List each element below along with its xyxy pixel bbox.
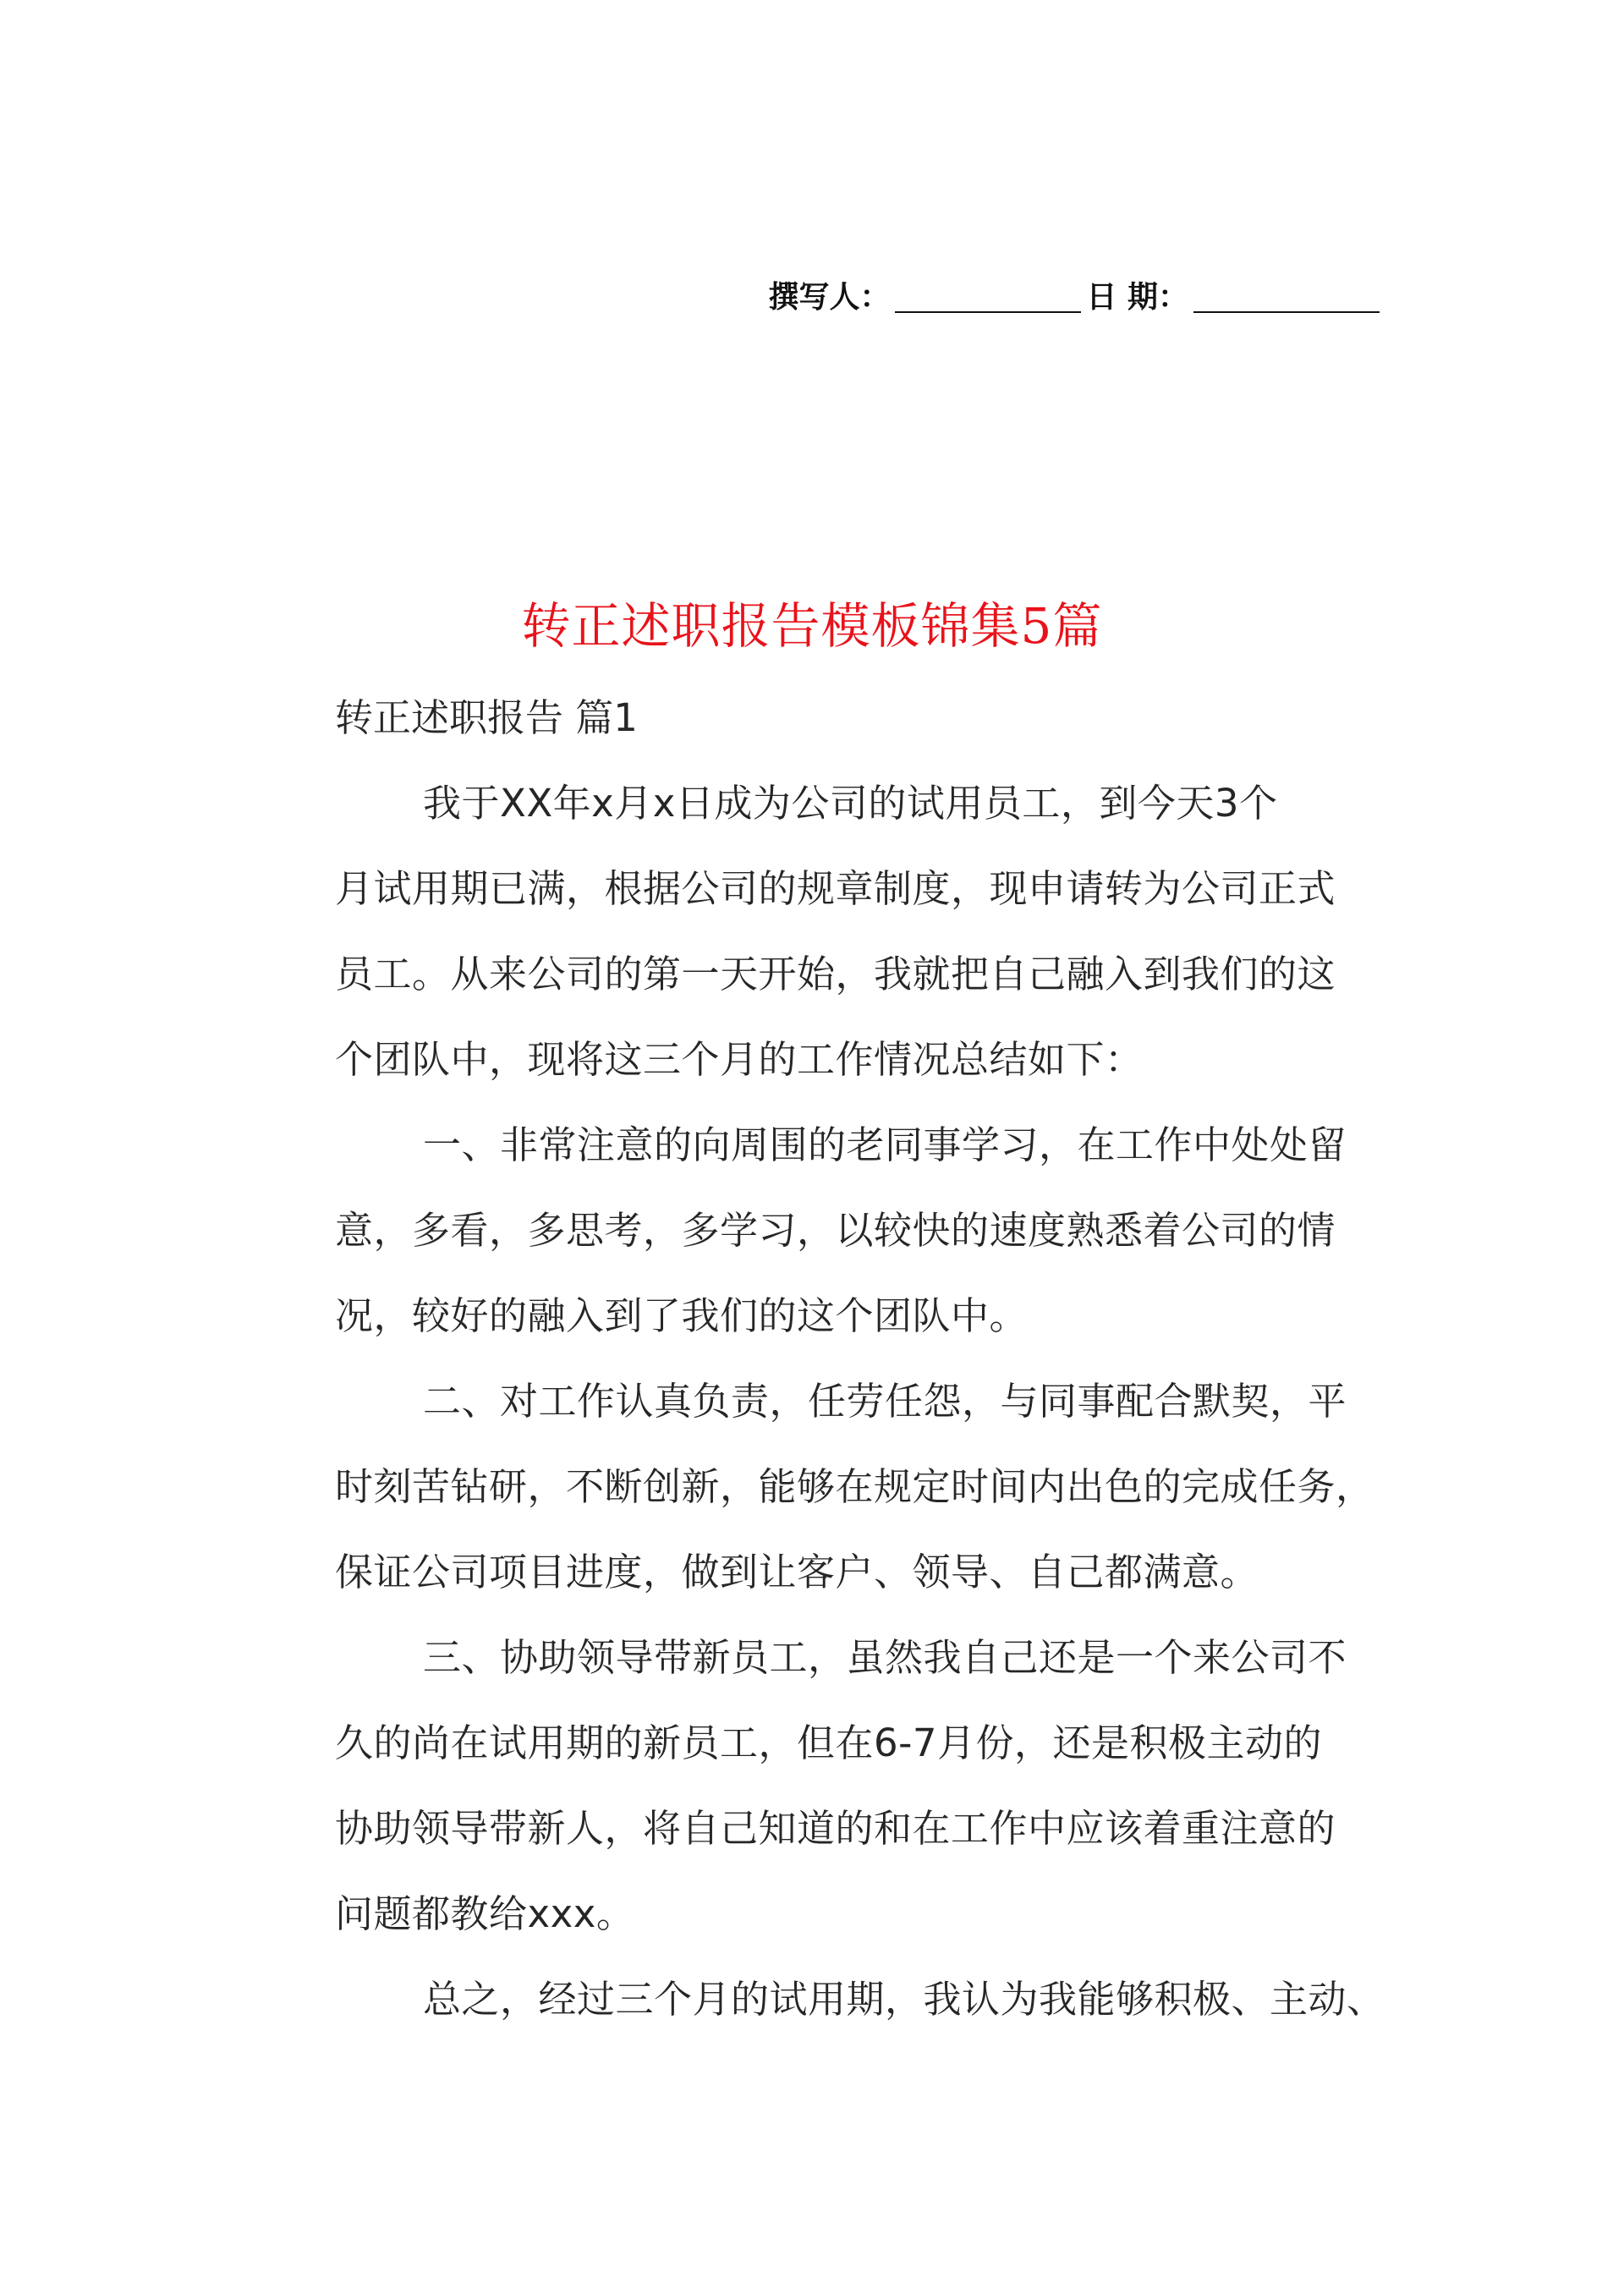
paragraph-line: 问题都教给xxx。 (335, 1891, 635, 1936)
paragraph-2 (247, 1102, 1385, 1358)
date-blank-line (1193, 277, 1380, 313)
paragraph-line: 时刻苦钻研，不断创新，能够在规定时间内出色的完成任务， (335, 1464, 1374, 1509)
paragraph-line: 协助领导带新人，将自己知道的和在工作中应该着重注意的 (335, 1806, 1336, 1851)
paragraph-3 (247, 1358, 1385, 1615)
paragraph-line: 久的尚在试用期的新员工，但在6-7月份，还是积极主动的 (335, 1720, 1323, 1765)
paragraph-line: 三、协助领导带新员工，虽然我自己还是一个来公司不 (423, 1635, 1347, 1680)
paragraph-4 (247, 1615, 1385, 1956)
paragraph-line: 意，多看，多思考，多学习，以较快的速度熟悉着公司的情 (335, 1208, 1336, 1253)
date-label: 日 期： (1086, 280, 1188, 315)
author-label: 撰写人： (768, 280, 891, 315)
section-heading: 转正述职报告 篇1 (335, 695, 638, 740)
paragraph-5 (247, 1956, 1385, 2042)
paragraph-1 (247, 760, 1385, 1102)
document-body (247, 675, 1385, 2042)
paragraph-line: 个团队中，现将这三个月的工作情况总结如下： (335, 1037, 1144, 1082)
paragraph-line: 保证公司项目进度，做到让客户、领导、自己都满意。 (335, 1550, 1259, 1594)
paragraph-line: 二、对工作认真负责，任劳任怨，与同事配合默契，平 (423, 1379, 1347, 1424)
paragraph-line: 况，较好的融入到了我们的这个团队中。 (335, 1293, 1029, 1338)
paragraph-line: 一、非常注意的向周围的老同事学习，在工作中处处留 (423, 1122, 1347, 1167)
author-blank-line (895, 277, 1081, 313)
document-title: 转正述职报告模板锦集5篇 (521, 597, 1103, 655)
paragraph-line: 员工。从来公司的第一天开始，我就把自己融入到我们的这 (335, 952, 1336, 996)
author-date-fields (768, 277, 1385, 318)
paragraph-line: 月试用期已满，根据公司的规章制度，现申请转为公司正式 (335, 866, 1336, 911)
paragraph-line: 总之，经过三个月的试用期，我认为我能够积极、主动、 (423, 1977, 1385, 2022)
paragraph-line: 我于XX年x月x日成为公司的试用员工，到今天3个 (423, 781, 1278, 826)
